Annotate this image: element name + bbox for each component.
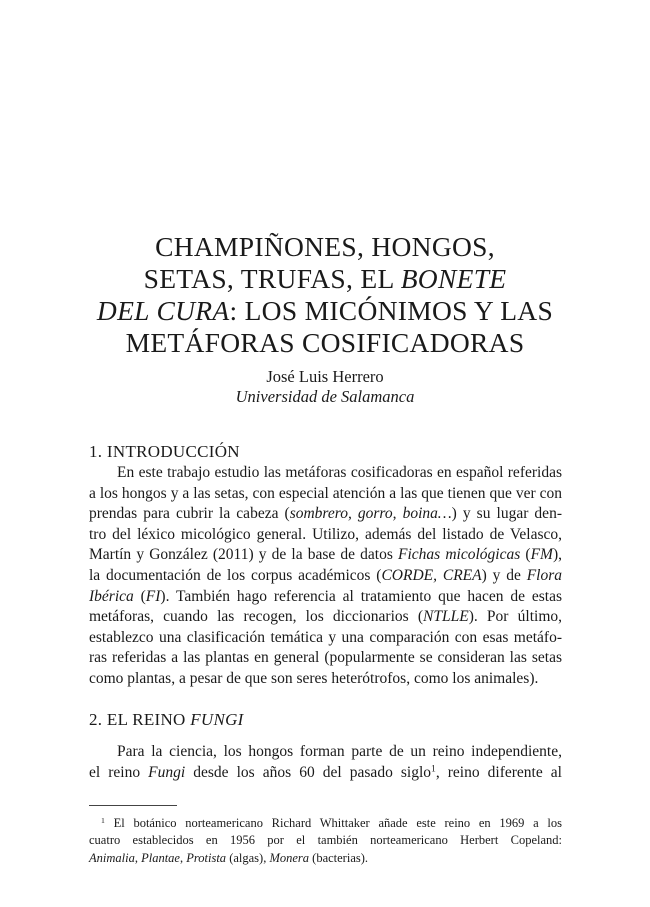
footnote-separator xyxy=(89,805,177,806)
section-heading-introduccion: 1. INTRODUCCIÓN xyxy=(89,442,240,461)
text-run: ) y de xyxy=(481,566,527,584)
italic-run: CORDE, CREA xyxy=(381,566,482,584)
text-line: En este trabajo estudio las metáforas cosificadoras en español referidas xyxy=(117,464,562,481)
italic-run: Ibérica xyxy=(89,587,134,605)
text-run: Martín y González (2011) y de la base de datos xyxy=(89,546,399,564)
heading-italic: FUNGI xyxy=(190,710,244,729)
text-run: desde los años 60 del pasado siglo xyxy=(185,763,432,781)
text-run: el reino xyxy=(89,763,149,781)
section-heading-reino-fungi xyxy=(89,710,244,730)
text-run: la documentación de los corpus académicos ( xyxy=(89,566,382,584)
italic-run: sombrero, gorro, boina… xyxy=(289,505,452,523)
text-line xyxy=(89,566,562,587)
title-line: METÁFORAS COSIFICADORAS xyxy=(125,327,525,358)
text-line xyxy=(89,607,562,628)
footnote-marker: 1 xyxy=(101,815,105,825)
italic-run: Flora xyxy=(526,566,563,584)
title-italic: DEL CURA xyxy=(96,295,230,326)
footnote-line xyxy=(89,850,562,867)
italic-run: FM xyxy=(530,546,553,564)
article-title xyxy=(60,231,590,359)
text-run: ), xyxy=(552,546,562,564)
title-line xyxy=(60,263,590,295)
text-line: como plantas, a pesar de que son seres heterótrofos, como los animales). xyxy=(89,669,539,687)
text-run: (algas), xyxy=(226,850,270,865)
text-line: ras referidas a las plantas en general (popularmente se consideran las setas xyxy=(89,649,562,667)
footnote-reference[interactable]: 1 xyxy=(431,763,436,775)
text-line xyxy=(89,763,562,784)
italic-run: Fungi xyxy=(148,763,186,781)
italic-run: Monera xyxy=(269,850,310,865)
italic-run: Plantae xyxy=(141,850,180,865)
title-line: CHAMPIÑONES, HONGOS, xyxy=(155,231,495,262)
footnote-line xyxy=(89,815,562,832)
text-line xyxy=(89,504,562,525)
text-line: establezco una clasificación temática y una comparación con esas metáfo- xyxy=(89,628,562,646)
text-run: El botánico norteamericano Richard Whittaker añade este reino en 1969 a los xyxy=(113,816,563,830)
text-run: , xyxy=(179,850,187,865)
text-line: a los hongos y a las setas, con especial atención a las que tienen que ver con xyxy=(89,484,562,502)
title-line xyxy=(60,295,590,327)
text-run: ). Por último, xyxy=(468,608,563,626)
text-run: , xyxy=(134,850,142,865)
footnote xyxy=(89,815,562,867)
heading-text: 2. EL REINO xyxy=(89,710,191,729)
italic-run: FI xyxy=(145,587,161,605)
body-paragraph xyxy=(89,463,562,690)
text-run: prendas para cubrir la cabeza ( xyxy=(89,505,290,523)
title-italic: BONETE xyxy=(400,263,507,294)
author-affiliation: Universidad de Salamanca xyxy=(235,387,415,406)
text-line: tro del léxico micológico general. Utilizo, además del listado de Velasco, xyxy=(89,525,562,543)
italic-run: NTLLE xyxy=(423,608,469,626)
italic-run: Animalia xyxy=(89,850,135,865)
italic-run: Fichas micológicas xyxy=(398,546,521,564)
text-run: ) y su lugar den- xyxy=(451,505,562,523)
text-line xyxy=(89,587,562,608)
text-run: ( xyxy=(520,546,531,564)
italic-run: Protista xyxy=(186,850,227,865)
text-line: Para la ciencia, los hongos forman parte de un reino independiente, xyxy=(117,743,562,760)
title-text: SETAS, TRUFAS, EL xyxy=(143,263,401,294)
text-line xyxy=(89,545,562,566)
footnote-line: cuatro establecidos en 1956 por el también norteamericano Herbert Copeland: xyxy=(89,833,562,848)
text-run: metáforas, cuando las recogen, los diccionarios ( xyxy=(89,608,424,626)
text-run: , reino diferente al xyxy=(435,763,562,781)
title-text: : LOS MICÓNIMOS Y LAS xyxy=(229,295,554,326)
text-run: ). También hago referencia al tratamiento que hacen de estas xyxy=(160,587,562,605)
text-run: (bacterias). xyxy=(309,850,369,865)
author-name: José Luis Herrero xyxy=(266,367,384,386)
text-run: ( xyxy=(133,587,146,605)
body-paragraph xyxy=(89,742,562,783)
